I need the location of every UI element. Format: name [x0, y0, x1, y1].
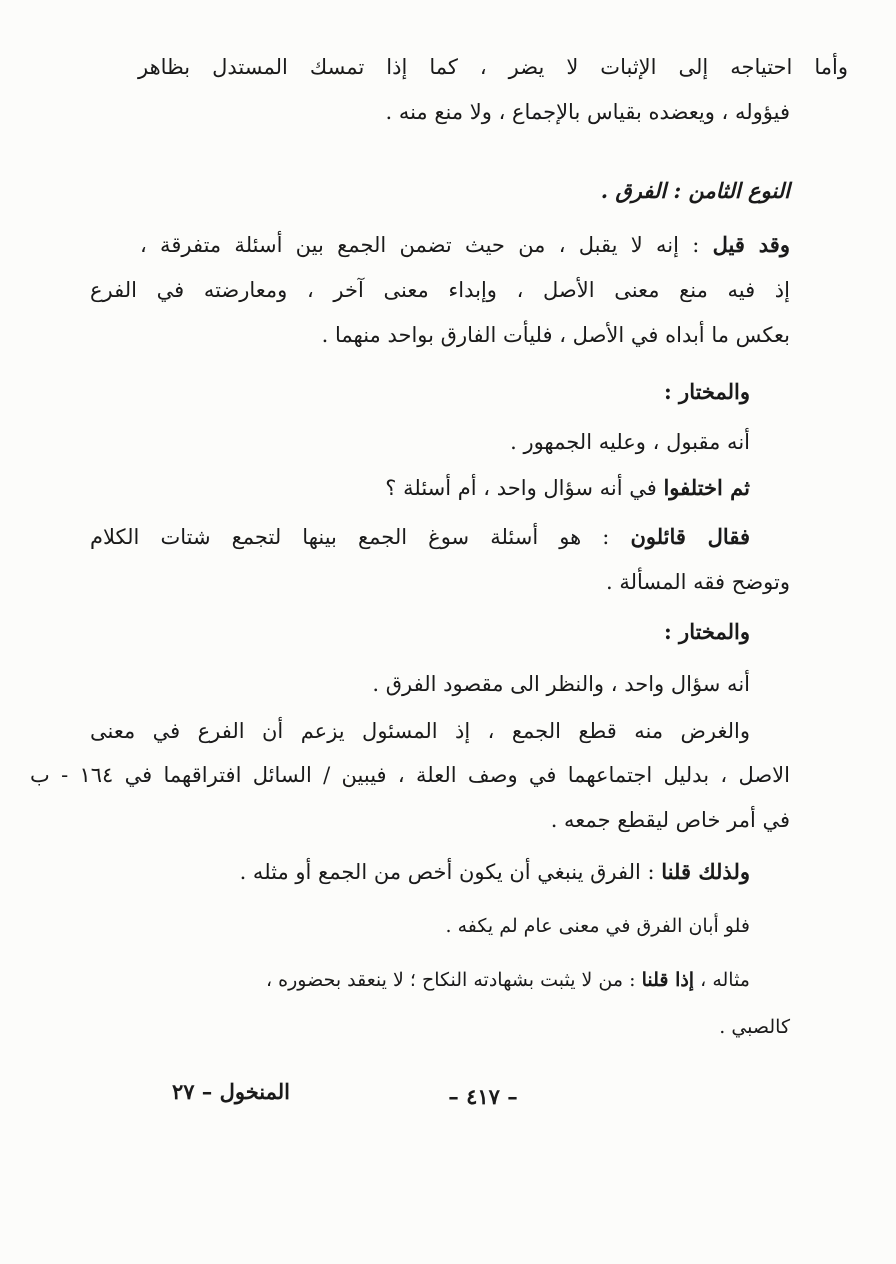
subheading	[450, 617, 750, 647]
text-line	[150, 669, 750, 699]
line-prefix: مثاله ،	[700, 969, 750, 991]
heading-text: النوع الثامن : الفرق .	[600, 178, 790, 203]
line-text: : هو أسئلة سوغ الجمع بينها لتجمع شتات الكلام	[90, 525, 610, 549]
text-line	[90, 275, 790, 305]
subheading	[450, 377, 750, 407]
subheading-text: والمختار :	[663, 619, 750, 644]
text-line	[90, 1012, 790, 1042]
text-line	[50, 965, 750, 995]
text-line	[90, 522, 750, 552]
line-text: بعكس ما أبداه في الأصل ، فليأت الفارق بواحد منهما .	[321, 323, 790, 347]
line-text: في أنه سؤال واحد ، أم أسئلة ؟	[385, 476, 657, 500]
line-text: كالصبي .	[719, 1016, 790, 1038]
line-text: الاصل ، بدليل اجتماعهما في وصف العلة ، فيبين / السائل افتراقهما في ١٦٤ - ب	[30, 763, 790, 787]
book-reference-text: المنخول – ٢٧	[171, 1079, 290, 1104]
line-text: أنه سؤال واحد ، والنظر الى مقصود الفرق .	[372, 672, 750, 696]
line-text: فلو أبان الفرق في معنى عام لم يكفه .	[445, 915, 750, 937]
line-text: في أمر خاص ليقطع جمعه .	[550, 808, 790, 832]
line-text: إذ فيه منع معنى الأصل ، وإبداء معنى آخر ، ومعارضته في الفرع	[90, 278, 790, 302]
line-text: فيؤوله ، ويعضده بقياس بالإجماع ، ولا منع منه .	[385, 100, 790, 124]
line-text: : الفرق ينبغي أن يكون أخص من الجمع أو مثله .	[239, 860, 655, 884]
section-heading	[390, 176, 790, 206]
text-line	[50, 857, 750, 887]
line-text: : من لا يثبت بشهادته النكاح ؛ لا ينعقد بحضوره ،	[266, 969, 636, 991]
lead-phrase: فقال قائلون	[630, 524, 750, 549]
subheading-text: والمختار :	[663, 379, 750, 404]
line-text: وأما احتياجه إلى الإثبات لا يضر ، كما إذا تمسك المستدل بظاهر	[138, 55, 848, 79]
lead-phrase: وقد قيل	[712, 232, 790, 257]
text-line	[130, 97, 790, 127]
text-line	[90, 805, 790, 835]
text-line	[90, 567, 790, 597]
text-line	[150, 911, 750, 941]
page-number	[428, 1082, 538, 1112]
text-line	[30, 760, 790, 790]
text-line	[150, 427, 750, 457]
text-line	[90, 716, 750, 746]
text-line	[140, 230, 790, 260]
lead-phrase: ثم اختلفوا	[663, 475, 750, 500]
text-line	[90, 320, 790, 350]
book-reference	[130, 1077, 290, 1107]
line-text: والغرض منه قطع الجمع ، إذ المسئول يزعم أن الفرع في معنى	[90, 719, 750, 743]
page-number-text: – ٤١٧ –	[448, 1084, 518, 1109]
line-text: وتوضح فقه المسألة .	[605, 570, 790, 594]
line-text: : إنه لا يقبل ، من حيث تضمن الجمع بين أسئلة متفرقة ،	[140, 233, 700, 257]
lead-phrase: إذا قلنا	[641, 969, 695, 991]
text-line	[150, 473, 750, 503]
text-line	[138, 52, 848, 82]
lead-phrase: ولذلك قلنا	[661, 859, 750, 884]
line-text: أنه مقبول ، وعليه الجمهور .	[510, 430, 750, 454]
